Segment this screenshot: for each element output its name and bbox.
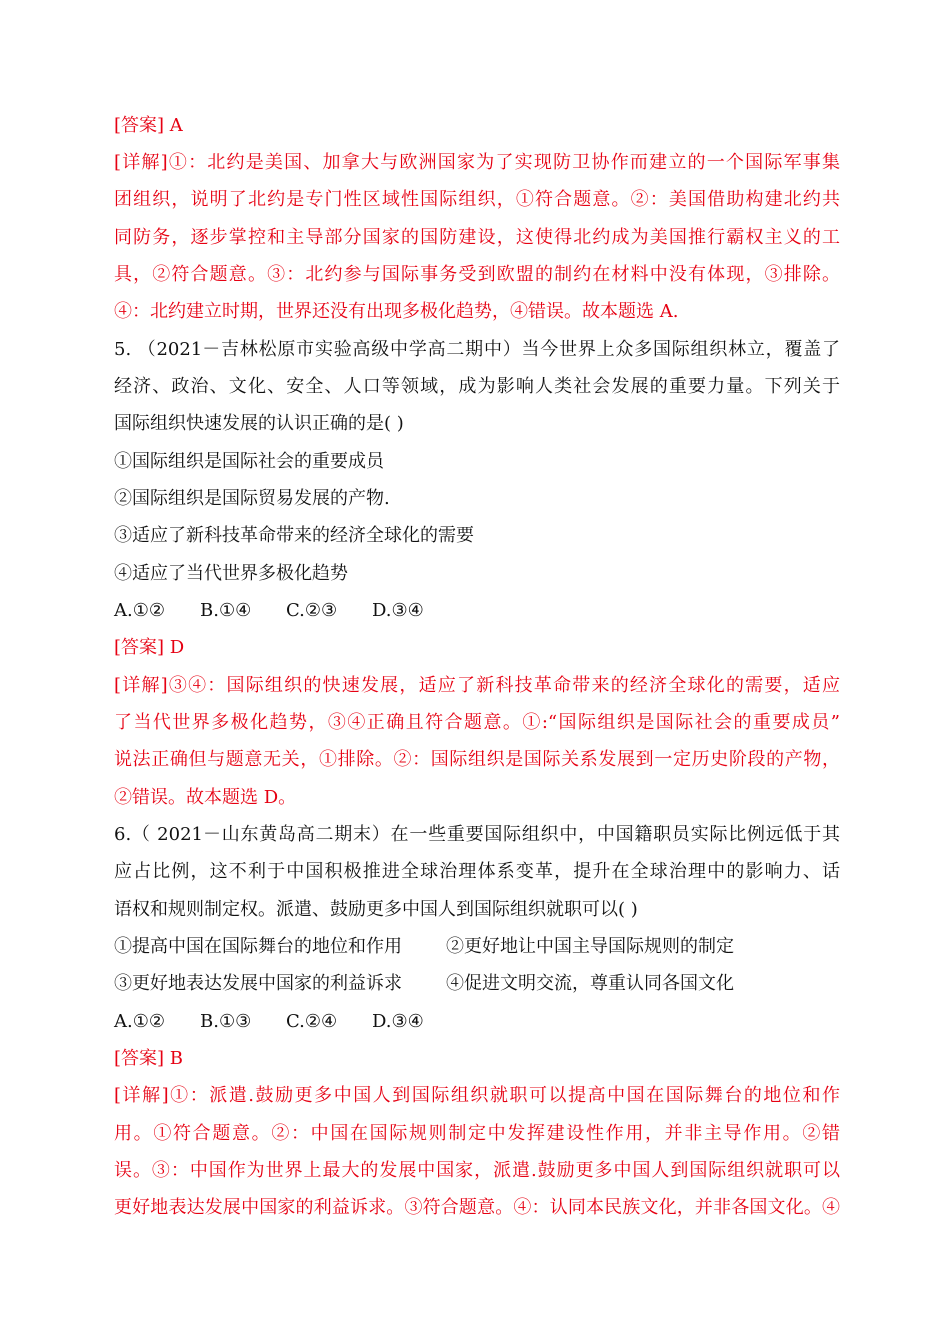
option-a: A.①② — [114, 600, 165, 621]
detail-line: 同防务，逐步掌控和主导部分国家的国防建设，这使得北约成为美国推行霸权主义的工 — [114, 227, 840, 248]
question-stem-line: 6.（ 2021－山东黄岛高二期末）在一些重要国际组织中，中国籍职员实际比例远低于其 — [114, 824, 840, 845]
detail-line: 具，②符合题意。③：北约参与国际事务受到欧盟的制约在材料中没有体现，③排除。 — [114, 264, 840, 285]
statement-2: ②更好地让中国主导国际规则的制定 — [446, 936, 734, 957]
option-a: A.①② — [114, 1011, 165, 1032]
statement-1: ①提高中国在国际舞台的地位和作用 — [114, 936, 402, 957]
answer-line: [答案] A — [114, 115, 183, 136]
statement-2: ②国际组织是国际贸易发展的产物. — [114, 488, 390, 509]
detail-line: 团组织，说明了北约是专门性区域性国际组织，①符合题意。②：美国借助构建北约共 — [114, 189, 840, 210]
detail-line: 更好地表达发展中国家的利益诉求。③符合题意。④：认同本民族文化，并非各国文化。④ — [114, 1197, 840, 1218]
detail-line: ④：北约建立时期，世界还没有出现多极化趋势，④错误。故本题选 A. — [114, 301, 679, 322]
option-c: C.②④ — [286, 1011, 338, 1032]
question-stem-line: 5. （2021－吉林松原市实验高级中学高二期中）当今世界上众多国际组织林立，覆盖了 — [114, 339, 840, 360]
answer-line: [答案] D — [114, 637, 185, 658]
question-stem-line: 应占比例，这不利于中国积极推进全球治理体系变革，提升在全球治理中的影响力、话 — [114, 861, 840, 882]
question-stem-line: 经济、政治、文化、安全、人口等领域，成为影响人类社会发展的重要力量。下列关于 — [114, 376, 840, 397]
statement-1: ①国际组织是国际社会的重要成员 — [114, 451, 384, 472]
detail-line: [详解]①：北约是美国、加拿大与欧洲国家为了实现防卫协作而建立的一个国际军事集 — [114, 152, 840, 173]
detail-line: 说法正确但与题意无关，①排除。②：国际组织是国际关系发展到一定历史阶段的产物， — [114, 749, 840, 770]
option-b: B.①③ — [200, 1011, 252, 1032]
statement-3: ③更好地表达发展中国家的利益诉求 — [114, 973, 402, 994]
question-stem-line: 语权和规则制定权。派遣、鼓励更多中国人到国际组织就职可以( ) — [114, 899, 638, 920]
options-row — [114, 597, 424, 625]
statement-4: ④促进文明交流，尊重认同各国文化 — [446, 973, 734, 994]
detail-line: 了当代世界多极化趋势，③④正确且符合题意。①:“国际组织是国际社会的重要成员” — [114, 712, 840, 733]
detail-line: 用。①符合题意。②：中国在国际规则制定中发挥建设性作用，并非主导作用。②错 — [114, 1123, 840, 1144]
option-c: C.②③ — [286, 600, 338, 621]
option-d: D.③④ — [372, 600, 424, 621]
statement-row — [114, 933, 734, 961]
statement-3: ③适应了新科技革命带来的经济全球化的需要 — [114, 525, 474, 546]
detail-line: ②错误。故本题选 D。 — [114, 787, 297, 808]
options-row — [114, 1008, 424, 1036]
detail-line: [详解]③④：国际组织的快速发展，适应了新科技革命带来的经济全球化的需要，适应 — [114, 675, 840, 696]
option-d: D.③④ — [372, 1011, 424, 1032]
statement-4: ④适应了当代世界多极化趋势 — [114, 563, 348, 584]
detail-line: 误。③：中国作为世界上最大的发展中国家，派遣.鼓励更多中国人到国际组织就职可以 — [114, 1160, 840, 1181]
option-b: B.①④ — [200, 600, 252, 621]
answer-line: [答案] B — [114, 1048, 183, 1069]
detail-line: [详解]①：派遣.鼓励更多中国人到国际组织就职可以提高中国在国际舞台的地位和作 — [114, 1085, 840, 1106]
statement-row — [114, 970, 734, 998]
question-stem-line: 国际组织快速发展的认识正确的是( ) — [114, 413, 404, 434]
